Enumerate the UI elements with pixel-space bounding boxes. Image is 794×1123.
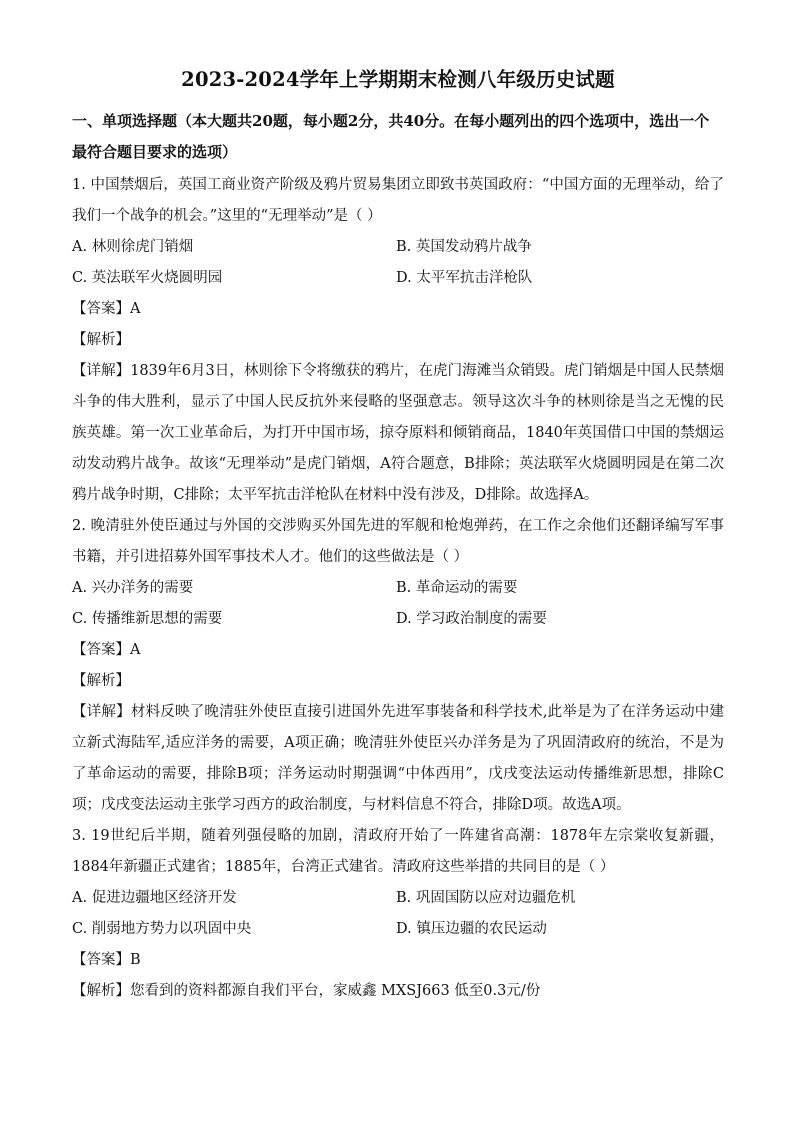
options-grid	[72, 232, 724, 294]
option-d: D. 学习政治制度的需要	[396, 611, 547, 627]
answer-line	[72, 294, 724, 325]
answer-tag: 【答案】	[72, 642, 130, 658]
options-grid	[72, 883, 724, 945]
analysis-tag: 【解析】	[72, 332, 130, 348]
answer-value: B	[130, 952, 141, 968]
option-b: B. 巩固国防以应对边疆危机	[396, 890, 576, 906]
option-a: A. 促进边疆地区经济开发	[72, 890, 237, 906]
analysis-tag: 【解析】	[72, 983, 130, 999]
options-grid	[72, 573, 724, 635]
question-stem: 1. 中国禁烟后，英国工商业资产阶级及鸦片贸易集团立即致书英国政府：“中国方面的无理举动，给了我们一个战争的机会。”这里的“无理举动”是（ ）	[72, 177, 724, 224]
option-c: C. 削弱地方势力以巩固中央	[72, 921, 252, 937]
detail-text: 1839年6月3日，林则徐下令将缴获的鸦片，在虎门海滩当众销毁。虎门销烟是中国人民禁烟斗争的伟大胜利，显示了中国人民反抗外来侵略的坚强意志。领导这次斗争的林则徐是当之无愧的民族英雄。第一次工业革命后，为打开中国市场，掠夺原料和倾销商品，1840年英国借口中国的禁烟运动发动鸦片战争。故该“无理举动”是虎门销烟，A符合题意，B排除；英法联军火烧圆明园是在第二次鸦片战争时期，C排除；太平军抗击洋枪队在材料中没有涉及，D排除。故选择A。	[72, 363, 724, 503]
option-b: B. 英国发动鸦片战争	[396, 239, 532, 255]
watermark-text: 您看到的资料都源自我们平台，家威鑫 MXSJ663 低至0.3元/份	[130, 983, 541, 999]
question-1	[72, 170, 724, 511]
page-title: 2023-2024学年上学期期末检测八年级历史试题	[181, 68, 615, 91]
detail-tag: 【详解】	[72, 704, 131, 720]
analysis-line	[72, 976, 724, 1007]
section-heading: 一、单项选择题（本大题共20题，每小题2分，共40分。在每小题列出的四个选项中，选出一个最符合题目要求的选项）	[72, 112, 710, 161]
answer-value: A	[130, 301, 141, 317]
detail-tag: 【详解】	[72, 363, 131, 379]
question-2	[72, 511, 724, 821]
answer-value: A	[130, 642, 141, 658]
answer-line	[72, 635, 724, 666]
option-d: D. 太平军抗击洋枪队	[396, 270, 533, 286]
answer-tag: 【答案】	[72, 952, 130, 968]
analysis-tag: 【解析】	[72, 673, 130, 689]
option-c: C. 英法联军火烧圆明园	[72, 270, 223, 286]
answer-tag: 【答案】	[72, 301, 130, 317]
option-a: A. 林则徐虎门销烟	[72, 239, 194, 255]
detail-paragraph	[72, 697, 724, 821]
option-c: C. 传播维新思想的需要	[72, 611, 223, 627]
question-3	[72, 821, 724, 1007]
detail-text: 材料反映了晚清驻外使臣直接引进国外先进军事装备和科学技术,此举是为了在洋务运动中建立新式海陆军,适应洋务的需要，A项正确；晚清驻外使臣兴办洋务是为了巩固清政府的统治，不是为了革命运动的需要，排除B项；洋务运动时期强调“中体西用”，戊戌变法运动传播维新思想，排除C项；戊戌变法运动主张学习西方的政治制度，与材料信息不符合，排除D项。故选A项。	[72, 704, 725, 813]
answer-line	[72, 945, 724, 976]
option-a: A. 兴办洋务的需要	[72, 580, 194, 596]
question-stem: 3. 19世纪后半期，随着列强侵略的加剧，清政府开始了一阵建省高潮：1878年左宗棠收复新疆，1884年新疆正式建省；1885年，台湾正式建省。清政府这些举措的共同目的是（ ）	[72, 828, 724, 875]
question-stem: 2. 晚清驻外使臣通过与外国的交涉购买外国先进的军舰和枪炮弹药，在工作之余他们还翻译编写军事书籍，并引进招募外国军事技术人才。他们的这些做法是（ ）	[72, 518, 724, 565]
option-b: B. 革命运动的需要	[396, 580, 518, 596]
detail-paragraph	[72, 356, 724, 511]
option-d: D. 镇压边疆的农民运动	[396, 921, 547, 937]
